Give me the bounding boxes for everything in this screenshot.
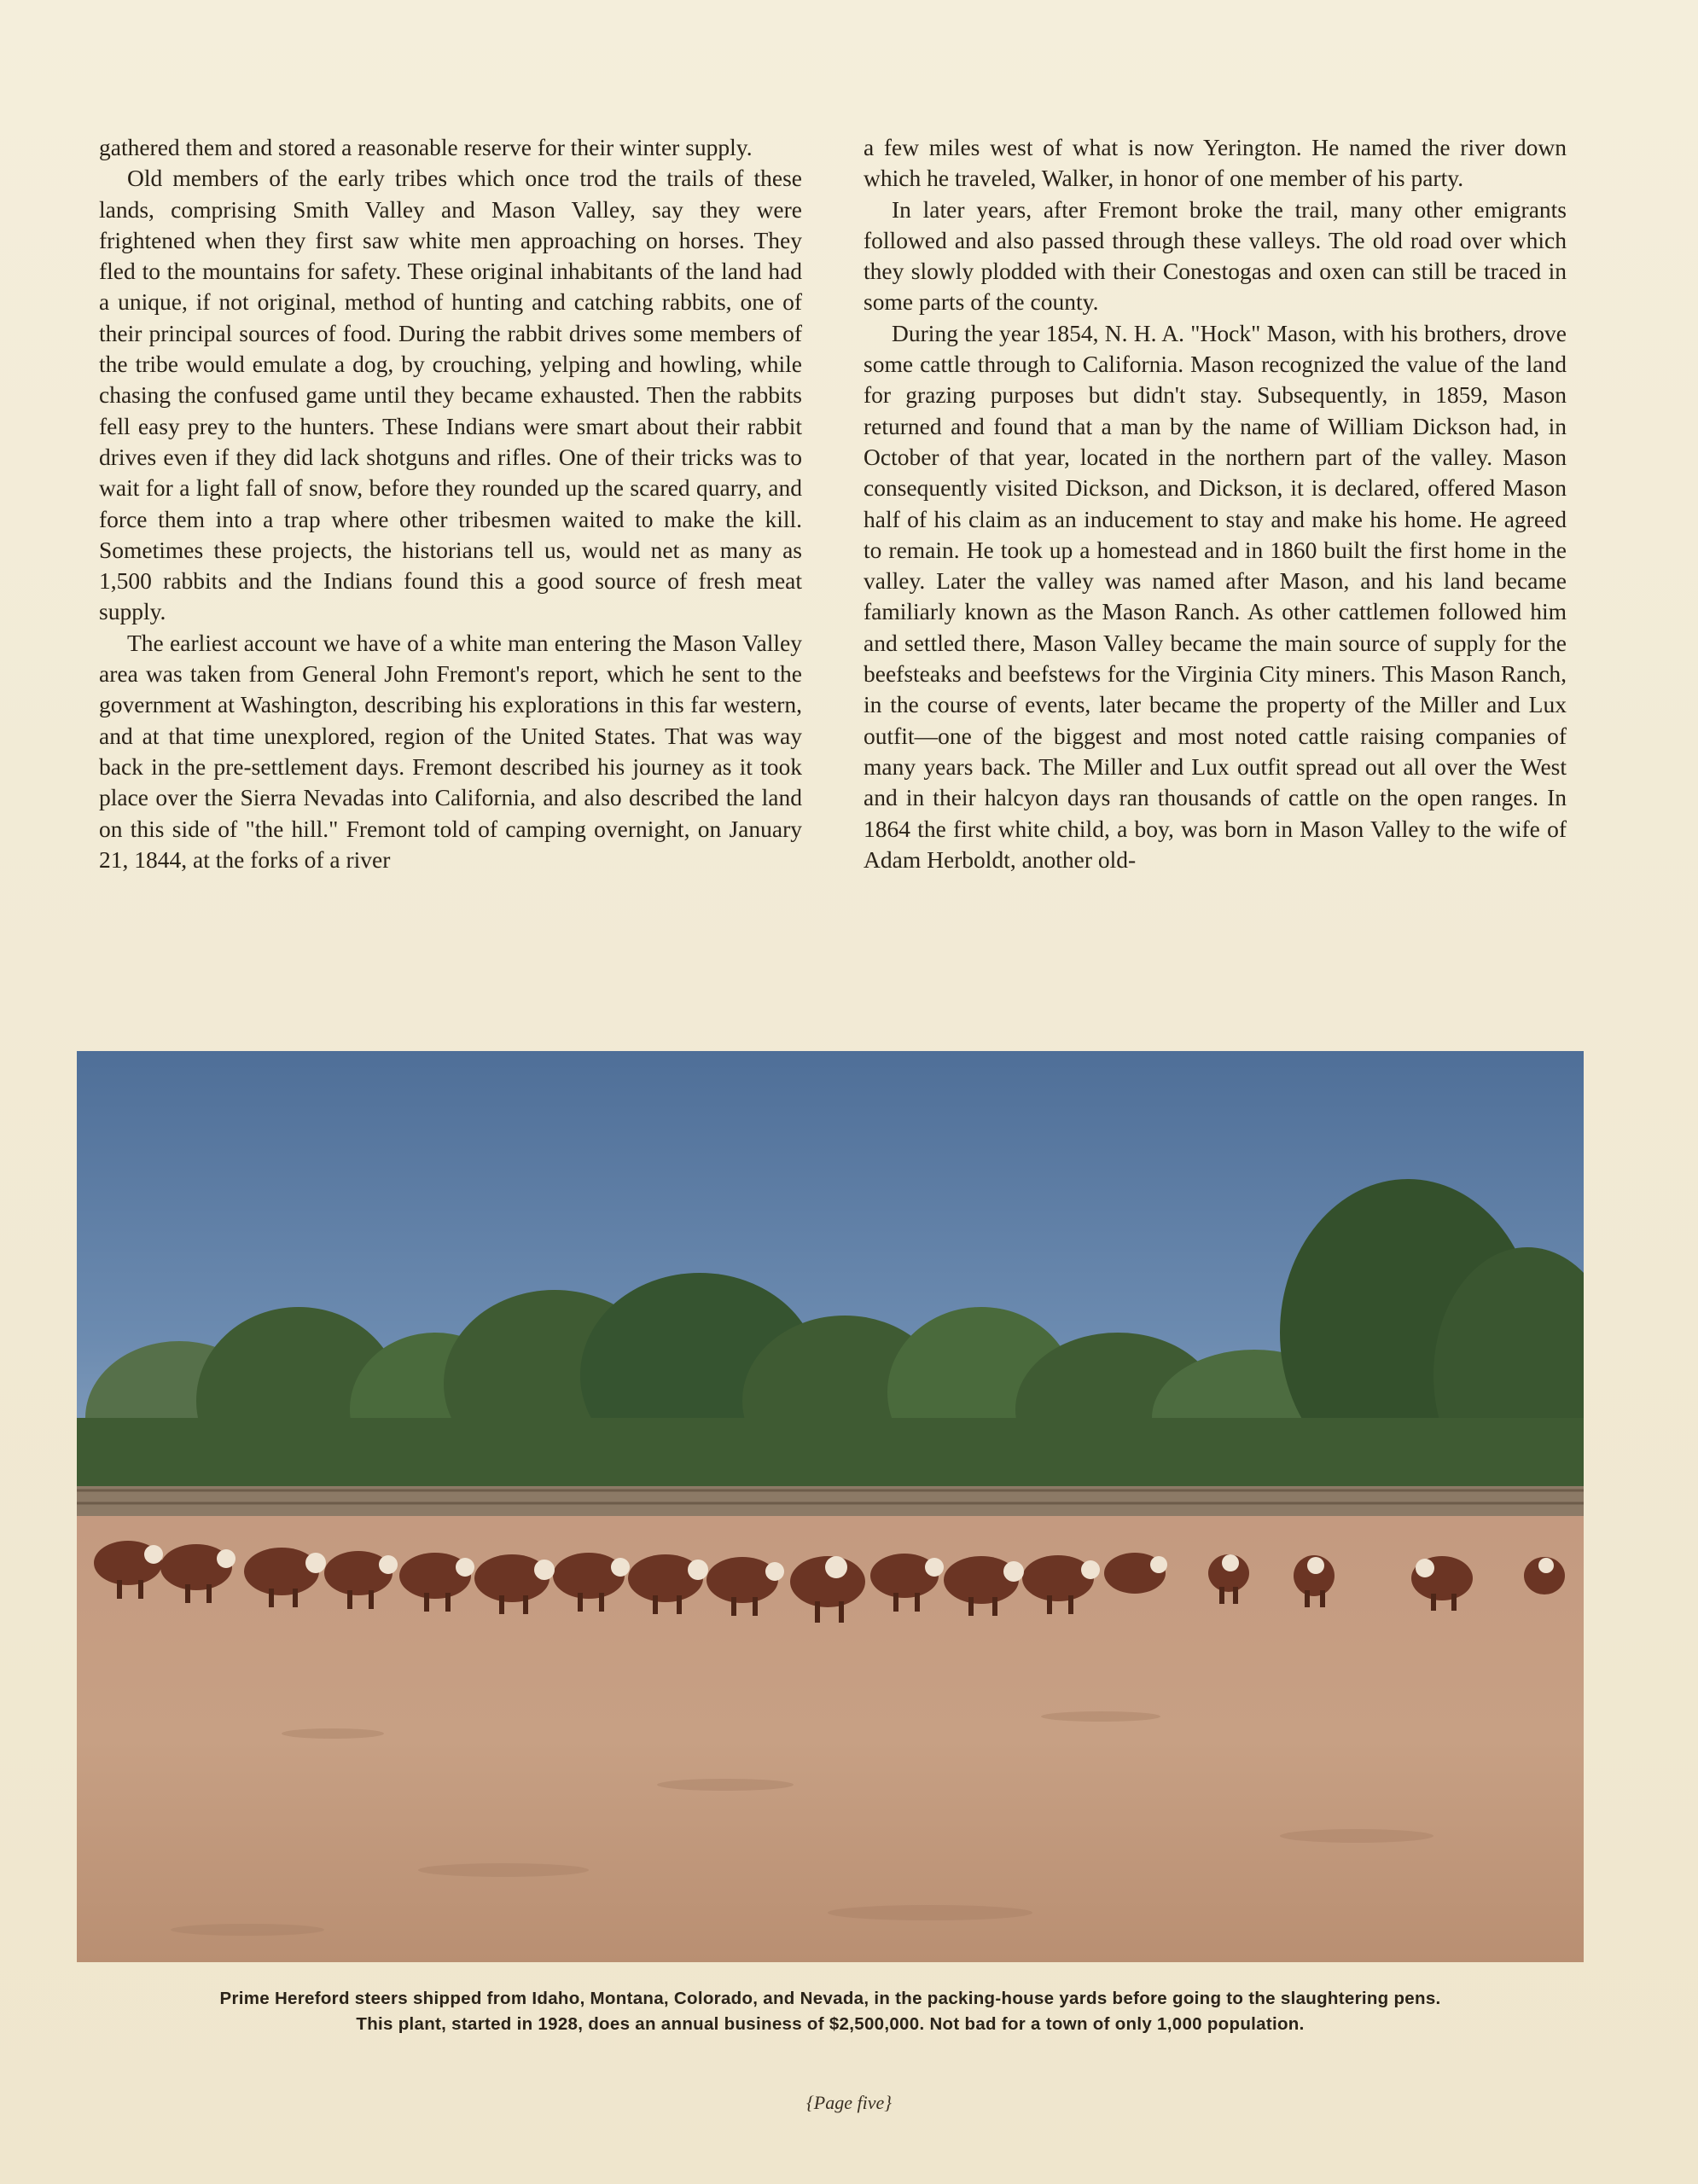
right-column: [864, 132, 1567, 1002]
paragraph: a few miles west of what is now Yerington. He named the river down which he traveled, Walker, in honor of one member of his party.: [864, 134, 1567, 192]
paragraph: The earliest account we have of a white man entering the Mason Valley area was taken from General John Fremont's report, which he sent to the government at Washington, describing his explorations in this far western, and at that time unexplored, region of the United States. That was way back in the pre-settlement days. Fremont described his journey as it took place over the Sierra Nevadas into California, and also described the land on this side of "the hill." Fremont told of camping overnight, on January 21, 1844, at the forks of a river: [99, 629, 802, 873]
paragraph: In later years, after Fremont broke the trail, many other emigrants followed and also passed through these valleys. The old road over which they slowly plodded with their Conestogas and oxen can still be traced in some parts of the county.: [864, 195, 1567, 316]
paragraph: Old members of the early tribes which once trod the trails of these lands, comprising Smith Valley and Mason Valley, say they were frightened when they first saw white men approaching on horses. They fled to the mountains for safety. These original inhabitants of the land had a unique, if not original, method of hunting and catching rabbits, one of their principal sources of food. During the rabbit drives some members of the tribe would emulate a dog, by crouching, yelping and howling, while chasing the confused game until they became exhausted. Then the rabbits fell easy prey to the hunters. These Indians were smart about their rabbit drives even if they did lack shotguns and rifles. One of their tricks was to wait for a light fall of snow, before they rounded up the scared quarry, and force them into a trap where other tribesmen waited to make the kill. Sometimes these projects, the historians tell us, would net as many as 1,500 rabbits and the Indians found this a good source of fresh meat supply.: [99, 165, 802, 625]
caption-line-1: Prime Hereford steers shipped from Idaho, Montana, Colorado, and Nevada, in the packing-house yards before going to the slaughtering pens.: [219, 1989, 1441, 2008]
page-number: {Page five}: [805, 2092, 893, 2113]
paragraph: During the year 1854, N. H. A. "Hock" Mason, with his brothers, drove some cattle through to California. Mason recognized the value of the land for grazing purposes but didn't stay. Subsequently, in 1859, Mason returned and found that a man by the name of William Dickson had, in October of that year, located in the northern part of the valley. Mason consequently visited Dickson, and Dickson, it is declared, offered Mason half of his claim as an inducement to stay and make his home. He agreed to remain. He took up a homestead and in 1860 built the first home in the valley. Later the valley was named after Mason, and his land became familiarly known as the Mason Ranch. As other cattlemen followed him and settled there, Mason Valley became the main source of supply for the beefsteaks and beefstews for the Virginia City miners. This Mason Ranch, in the course of events, later became the property of the Miller and Lux outfit—one of the biggest and most noted cattle raising companies of many years back. The Miller and Lux outfit spread out all over the West and in their halcyon days ran thousands of cattle on the open ranges. In 1864 the first white child, a boy, was born in Mason Valley to the wife of Adam Herboldt, another old-: [864, 319, 1567, 873]
left-column: [99, 132, 802, 1002]
article-body: [99, 132, 1567, 1002]
caption-line-2: This plant, started in 1928, does an annual business of $2,500,000. Not bad for a town of only 1,000 population.: [356, 2014, 1305, 2034]
photo-illustration: [77, 1051, 1584, 1962]
hereford-steers-photo: [77, 1051, 1584, 1962]
photo-caption: [77, 1986, 1584, 2037]
paragraph: gathered them and stored a reasonable reserve for their winter supply.: [99, 134, 753, 160]
